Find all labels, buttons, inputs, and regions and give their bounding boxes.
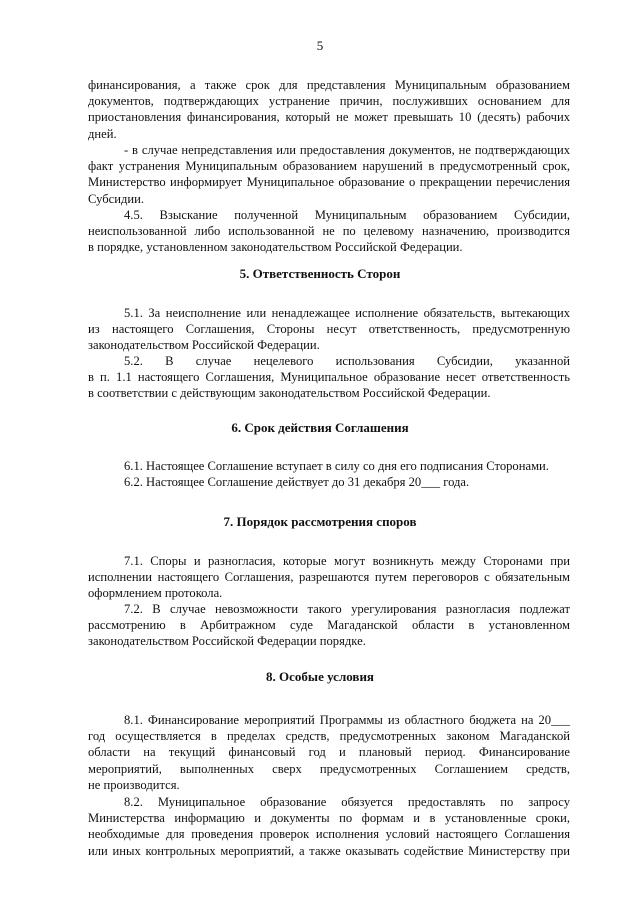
- text-line: законодательством Российской Федерации.: [88, 338, 320, 353]
- text-line: 6.1. Настоящее Соглашение вступает в силу со дня его подписания Сторонами.: [124, 459, 549, 473]
- text-line: Министерство информирует Муниципальное образование о прекращении перечисления: [88, 175, 570, 190]
- text-line: финансирования, а также срок для представления Муниципальным образованием: [88, 78, 570, 92]
- text-line: 5.1. За неисполнение или ненадлежащее исполнение обязательств, вытекающих: [124, 306, 570, 320]
- text-line: документов, подтверждающих устранение причин, послуживших основанием для: [88, 94, 570, 109]
- text-line: исполнении настоящего Соглашения, разрешаются путем переговоров с обязательным: [88, 570, 570, 585]
- section-5-title: 5. Ответственность Сторон: [239, 266, 401, 281]
- text-line: законодательством Российской Федерации порядке.: [88, 634, 366, 649]
- paragraph-4-5: [88, 207, 570, 256]
- text-line: 6.2. Настоящее Соглашение действует до 31 декабря 20___ года.: [124, 475, 470, 490]
- text-line: 8.2. Муниципальное образование обязуется предоставлять по запросу: [124, 795, 570, 809]
- paragraph-5-1: [88, 305, 570, 354]
- text-line: 7.2. В случае невозможности такого урегулирования разногласия подлежат: [124, 602, 570, 616]
- paragraph-8-1: [88, 712, 570, 793]
- text-line: 5.2. В случае нецелевого использования Субсидии, указанной: [124, 354, 570, 368]
- text-line: неиспользованной либо использованной не по целевому назначению, производится: [88, 224, 570, 239]
- text-line: оформлением протокола.: [88, 586, 223, 601]
- text-line: мероприятий, выполненных сверх предусмотренных Соглашением средств,: [88, 761, 570, 776]
- paragraph-8-2: [88, 794, 570, 859]
- text-line: необходимые для проведения проверок исполнения условий настоящего Соглашения: [88, 827, 570, 842]
- paragraph-continuation: [88, 77, 570, 142]
- text-line: в п. 1.1 настоящего Соглашения, Муниципальное образование несет ответственность: [88, 370, 570, 385]
- text-line: Министерства информацию и документы по формам и в установленные сроки,: [88, 811, 570, 826]
- section-7-title: 7. Порядок рассмотрения споров: [223, 514, 417, 529]
- text-line: области на текущий финансовый год и плановый период. Финансирование: [88, 745, 570, 760]
- section-6-body: [88, 458, 570, 490]
- text-line: 4.5. Взыскание полученной Муниципальным образованием Субсидии,: [124, 208, 570, 222]
- text-line: 8.1. Финансирование мероприятий Программы из областного бюджета на 20___: [124, 713, 570, 727]
- paragraph-7-2: [88, 601, 570, 650]
- section-6-title: 6. Срок действия Соглашения: [231, 420, 409, 435]
- text-line: год осуществляется в пределах средств, предусмотренных законом Магаданской: [88, 729, 570, 744]
- paragraph-non-submission: [88, 142, 570, 207]
- text-line: рассмотрению в Арбитражном суде Магаданской области в установленном: [88, 618, 570, 633]
- text-line: факт устранения Муниципальным образованием нарушений в предусмотренный срок,: [88, 159, 570, 174]
- paragraph-5-2: [88, 353, 570, 402]
- text-line: 7.1. Споры и разногласия, которые могут возникнуть между Сторонами при: [124, 554, 570, 568]
- text-line: дней.: [88, 126, 117, 141]
- text-line: в порядке, установленном законодательством Российской Федерации.: [88, 240, 463, 255]
- paragraph-7-1: [88, 553, 570, 602]
- text-line: - в случае непредставления или предоставления документов, не подтверждающих: [124, 143, 570, 157]
- page-number: 5: [316, 38, 324, 53]
- text-line: приостановления финансирования, который не может превышать 10 (десять) рабочих: [88, 110, 570, 125]
- text-line: в соответствии с действующим законодательством Российской Федерации.: [88, 386, 491, 401]
- text-line: или иных контрольных мероприятий, а также оказывать содействие Министерству при: [88, 843, 570, 858]
- text-line: не производится.: [88, 777, 180, 792]
- text-line: Субсидии.: [88, 191, 144, 206]
- section-8-title: 8. Особые условия: [266, 669, 374, 684]
- text-line: из настоящего Соглашения, Стороны несут ответственность, предусмотренную: [88, 322, 570, 337]
